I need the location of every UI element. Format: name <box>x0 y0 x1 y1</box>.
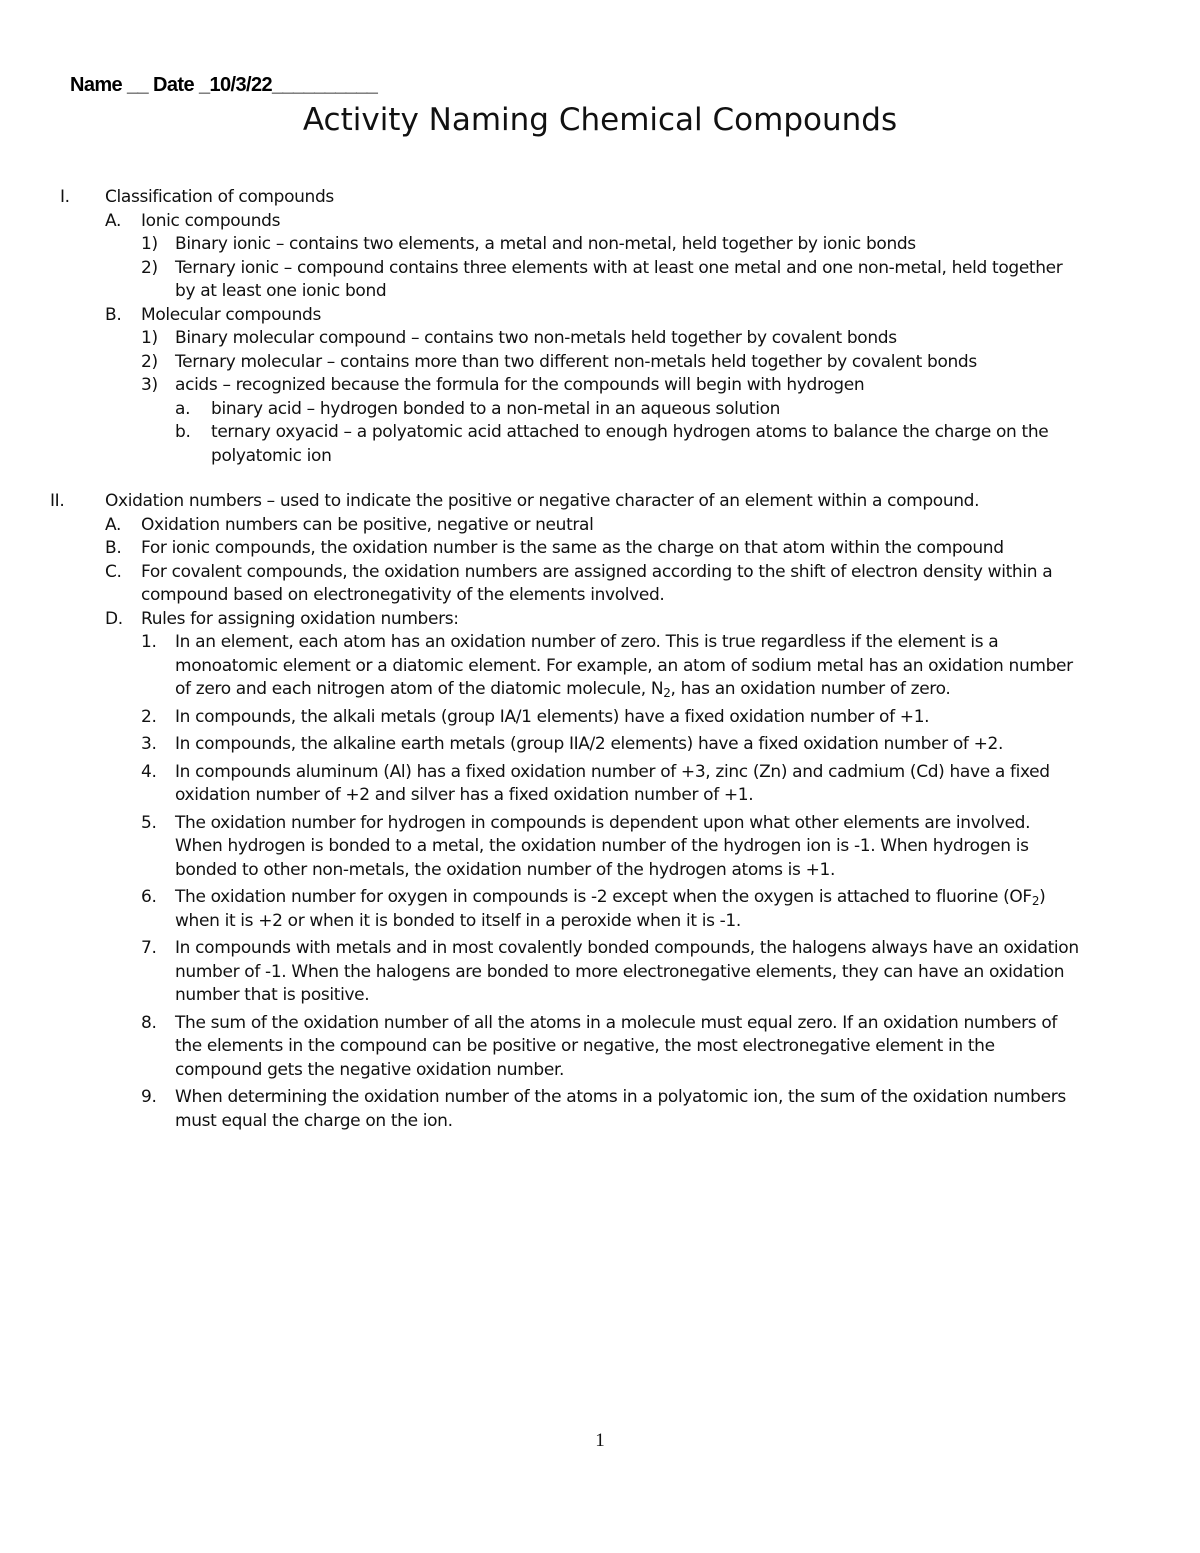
rule-item <box>0 706 1200 730</box>
list-marker: A. <box>105 210 122 231</box>
rule-item <box>0 937 1200 1008</box>
list-item-text: acids – recognized because the formula for the compounds will begin with hydrogen <box>175 375 865 395</box>
rule-marker: 3. <box>141 734 157 754</box>
section-1-marker: I. <box>60 187 70 207</box>
list-item-text: Molecular compounds <box>141 304 321 325</box>
rule-text: monoatomic element or a diatomic element. For example, an atom of sodium metal has an oxidation number <box>175 655 1073 676</box>
list-item <box>0 514 1200 538</box>
list-marker: 2) <box>141 351 158 372</box>
rule-item <box>0 1086 1200 1133</box>
list-marker: A. <box>105 514 122 535</box>
list-item-text: polyatomic ion <box>211 445 332 466</box>
list-item-text: Ternary molecular – contains more than two different non-metals held together by covalent bonds <box>175 351 977 372</box>
list-item <box>0 537 1200 561</box>
list-marker: 2) <box>141 257 158 278</box>
list-item <box>0 608 1200 632</box>
section-1-heading <box>0 186 1200 210</box>
rule-text: compound gets the negative oxidation number. <box>175 1059 565 1080</box>
rule-text-part: , has an oxidation number of zero. <box>670 679 951 699</box>
section-1a-heading <box>0 210 1200 234</box>
list-item <box>0 233 1200 257</box>
rule-text-part: ) <box>1039 887 1046 907</box>
page-title: Activity Naming Chemical Compounds <box>302 102 898 138</box>
rule-text: bonded to other non-metals, the oxidation number of the hydrogen atoms is +1. <box>175 859 836 880</box>
list-item-text: Ternary ionic – compound contains three elements with at least one metal and one non-metal, held together <box>175 257 1063 278</box>
rule-text: In compounds with metals and in most covalently bonded compounds, the halogens always have an oxidation <box>175 938 1079 958</box>
rule-text: In compounds aluminum (Al) has a fixed oxidation number of +3, zinc (Zn) and cadmium (Cd) have a fixed <box>175 761 1050 782</box>
name-date-line: Name __ Date _10/3/22__________ <box>70 74 378 96</box>
rule-text: In compounds, the alkaline earth metals (group IIA/2 elements) have a fixed oxidation number of +2. <box>175 734 1004 754</box>
list-marker: 1) <box>141 328 158 348</box>
list-item-text: Ionic compounds <box>141 210 281 231</box>
list-marker: a. <box>175 398 191 419</box>
list-item-text: by at least one ionic bond <box>175 281 387 301</box>
rule-text-part: The oxidation number for oxygen in compounds is -2 except when the oxygen is attached to fluorine (OF <box>175 887 1032 907</box>
section-2-marker: II. <box>50 491 65 511</box>
rule-text: When hydrogen is bonded to a metal, the oxidation number of the hydrogen ion is -1. When hydrogen is <box>175 836 1029 856</box>
list-marker: 3) <box>141 375 158 395</box>
list-marker: B. <box>105 538 122 558</box>
list-item <box>0 398 1200 422</box>
rule-item <box>0 733 1200 757</box>
rule-text: The sum of the oxidation number of all the atoms in a molecule must equal zero. If an oxidation numbers of <box>175 1012 1058 1033</box>
rule-text: When determining the oxidation number of the atoms in a polyatomic ion, the sum of the oxidation numbers <box>175 1087 1066 1107</box>
list-marker: B. <box>105 304 122 325</box>
list-item-text: Oxidation numbers can be positive, negative or neutral <box>141 514 594 535</box>
list-item-text: ternary oxyacid – a polyatomic acid attached to enough hydrogen atoms to balance the charge on the <box>211 422 1049 442</box>
subscript: 2 <box>1031 894 1040 908</box>
document-body <box>0 186 1200 1133</box>
list-item-text: Binary ionic – contains two elements, a metal and non-metal, held together by ionic bonds <box>175 234 916 254</box>
rule-text: The oxidation number for hydrogen in compounds is dependent upon what other elements are involved. <box>175 812 1031 833</box>
list-item-text: compound based on electronegativity of the elements involved. <box>141 585 665 605</box>
list-marker: b. <box>175 422 191 442</box>
section-1b-heading <box>0 304 1200 328</box>
rule-marker: 2. <box>141 706 157 727</box>
rule-text <box>175 886 1200 910</box>
rule-item <box>0 812 1200 883</box>
rule-item <box>0 886 1200 933</box>
rule-text <box>175 678 1200 702</box>
rule-text: oxidation number of +2 and silver has a fixed oxidation number of +1. <box>175 785 754 805</box>
rule-text: In compounds, the alkali metals (group IA/1 elements) have a fixed oxidation number of +1. <box>175 706 930 727</box>
rule-text: the elements in the compound can be positive or negative, the most electronegative element in the <box>175 1036 995 1056</box>
section-1-title: Classification of compounds <box>105 187 334 207</box>
rule-text-part: of zero and each nitrogen atom of the diatomic molecule, N <box>175 679 664 699</box>
rule-text: In an element, each atom has an oxidation number of zero. This is true regardless if the element is a <box>175 632 999 652</box>
list-item <box>0 257 1200 304</box>
list-marker: C. <box>105 561 122 582</box>
list-item-text: Rules for assigning oxidation numbers: <box>141 608 459 629</box>
rule-text: when it is +2 or when it is bonded to itself in a peroxide when it is -1. <box>175 910 741 931</box>
section-2-heading <box>0 490 1200 514</box>
list-item-text: binary acid – hydrogen bonded to a non-metal in an aqueous solution <box>211 398 781 419</box>
page-number: 1 <box>595 1430 605 1451</box>
rule-marker: 7. <box>141 938 157 958</box>
rule-text: must equal the charge on the ion. <box>175 1110 453 1131</box>
list-item-text: For covalent compounds, the oxidation numbers are assigned according to the shift of electron density within a <box>141 561 1053 582</box>
rule-marker: 5. <box>141 812 157 833</box>
rule-marker: 4. <box>141 761 157 782</box>
rule-text: number that is positive. <box>175 985 370 1005</box>
rule-marker: 1. <box>141 632 157 652</box>
list-marker: 1) <box>141 234 158 254</box>
list-item <box>0 374 1200 398</box>
list-item <box>0 561 1200 608</box>
rule-marker: 9. <box>141 1087 157 1107</box>
rule-item <box>0 1012 1200 1083</box>
list-item <box>0 421 1200 468</box>
rule-marker: 8. <box>141 1012 157 1033</box>
list-marker: D. <box>105 608 123 629</box>
list-item-text: Binary molecular compound – contains two non-metals held together by covalent bonds <box>175 328 897 348</box>
rule-item <box>0 631 1200 702</box>
list-item <box>0 327 1200 351</box>
rule-text: number of -1. When the halogens are bonded to more electronegative elements, they can have an oxidation <box>175 961 1065 982</box>
rule-marker: 6. <box>141 887 157 907</box>
list-item <box>0 351 1200 375</box>
section-2-title: Oxidation numbers – used to indicate the positive or negative character of an element within a compound. <box>105 491 980 511</box>
rule-item <box>0 761 1200 808</box>
list-item-text: For ionic compounds, the oxidation number is the same as the charge on that atom within the compound <box>141 538 1004 558</box>
subscript: 2 <box>663 686 671 700</box>
